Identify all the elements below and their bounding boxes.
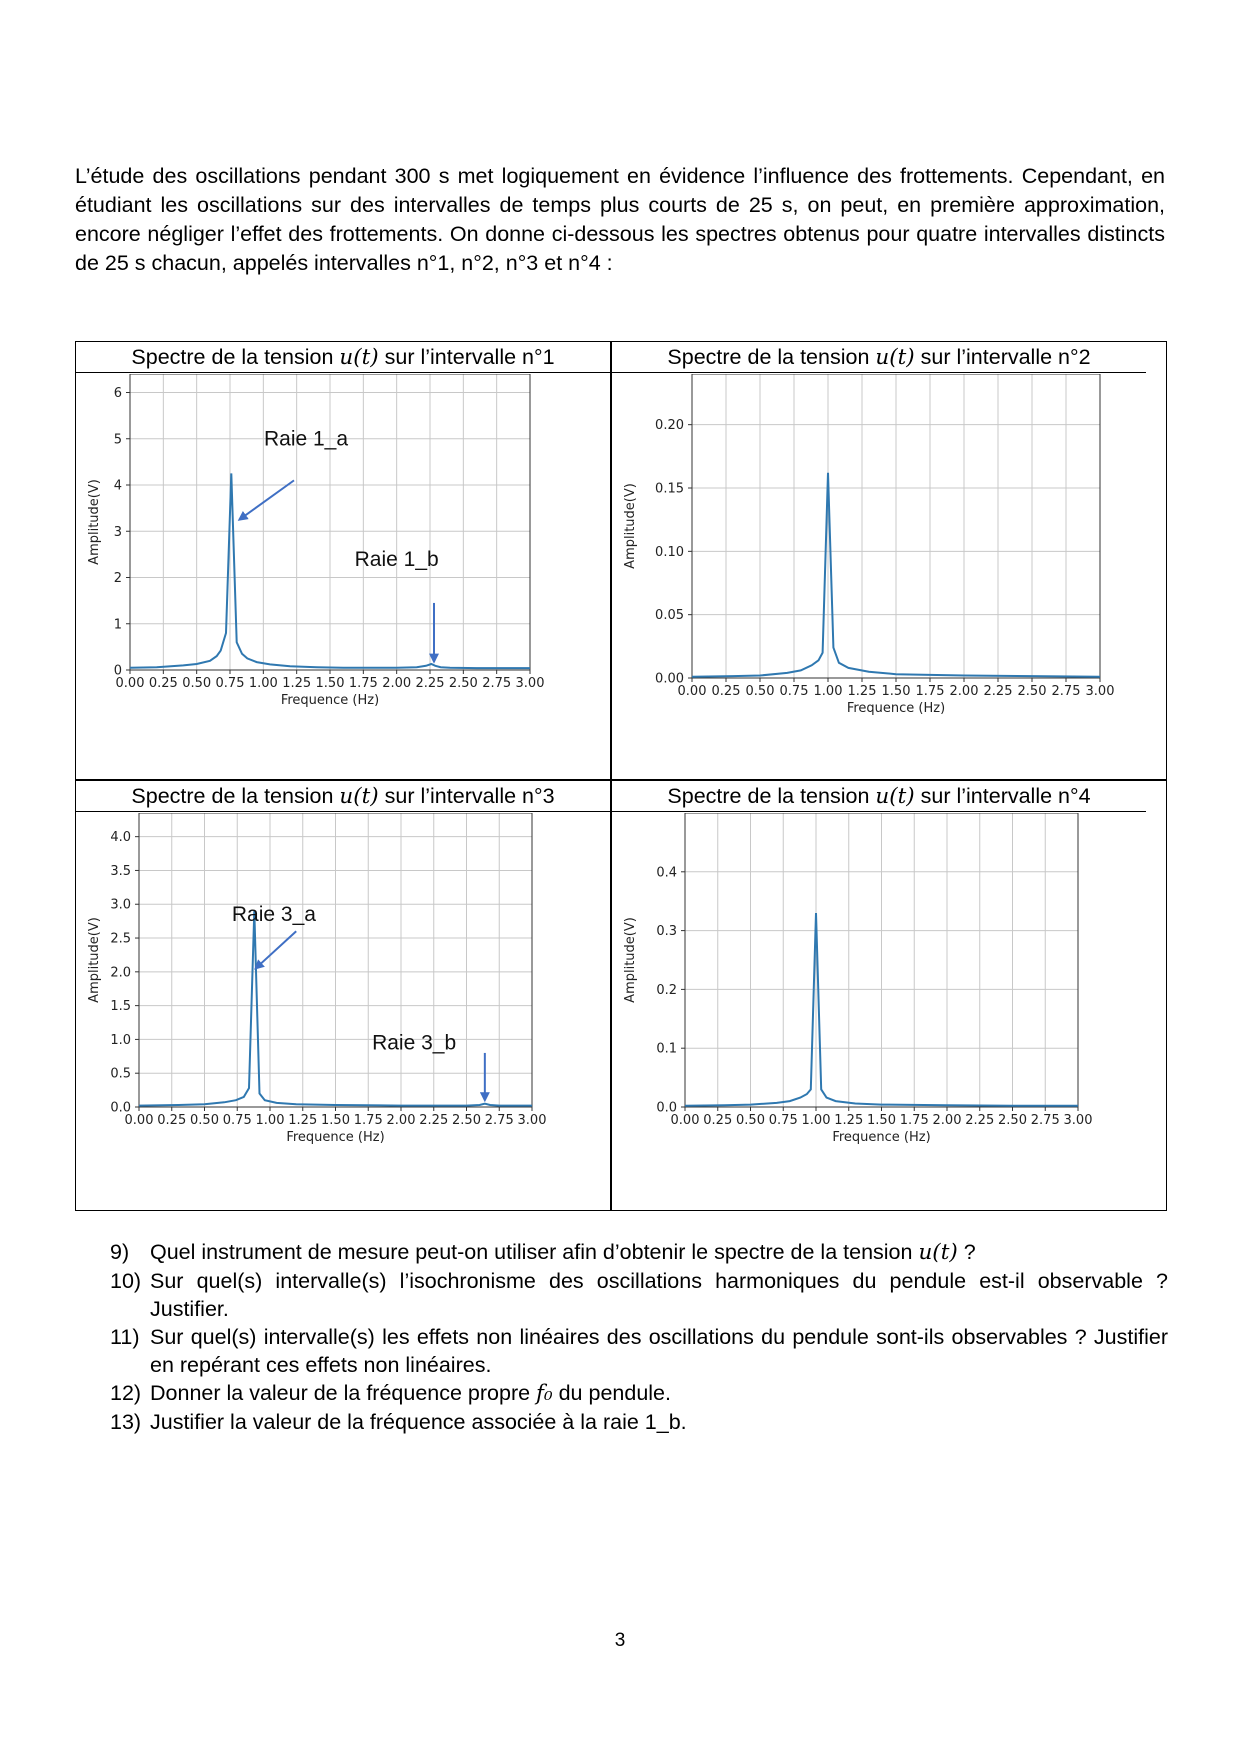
y-tick-label: 0.1: [656, 1041, 677, 1057]
y-tick-label: 1.0: [110, 1032, 131, 1048]
y-tick-label: 2.5: [110, 931, 131, 947]
x-tick-label: 0.25: [703, 1113, 733, 1128]
x-tick-label: 1.25: [847, 684, 877, 699]
x-tick-label: 2.75: [484, 1113, 514, 1128]
x-tick-label: 2.25: [419, 1113, 449, 1128]
y-axis-label: Amplitude(V): [87, 479, 102, 565]
page-number: 3: [614, 1630, 626, 1651]
x-tick-label: 3.00: [517, 1113, 547, 1128]
x-tick-label: 1.50: [881, 684, 911, 699]
question-item: 10) Sur quel(s) intervalle(s) l’isochronisme des oscillations harmoniques du pendule est-il observable ? Justifier.: [110, 1269, 1168, 1321]
x-tick-label: 2.75: [1051, 684, 1081, 699]
y-tick-label: 0.2: [656, 982, 677, 998]
x-tick-label: 1.00: [248, 676, 278, 691]
x-tick-label: 0.75: [768, 1113, 798, 1128]
spectrum-cell-3: [76, 781, 610, 1218]
x-axis-label: Frequence (Hz): [846, 701, 946, 716]
y-axis-label: Amplitude(V): [623, 483, 638, 569]
x-tick-label: 1.50: [867, 1113, 896, 1128]
spectrum-cell-2: [612, 342, 1146, 779]
x-tick-label: 0.75: [779, 684, 809, 699]
y-axis-label: Amplitude(V): [87, 917, 102, 1003]
x-tick-label: 0.50: [745, 684, 775, 699]
x-tick-label: 0.00: [670, 1113, 700, 1128]
y-tick-label: 0.0: [656, 1100, 677, 1116]
x-tick-label: 2.25: [983, 684, 1013, 699]
x-tick-label: 2.50: [448, 676, 478, 691]
spectrum-title-1: Spectre de la tension u(t) sur l’intervalle n°1: [131, 345, 555, 370]
x-tick-label: 0.25: [711, 684, 741, 699]
spectrum-cell-1: [76, 342, 610, 779]
spectra-table: [75, 341, 1167, 1211]
y-tick-label: 0.3: [656, 924, 677, 940]
x-tick-label: 2.00: [386, 1113, 416, 1128]
x-tick-label: 0.75: [222, 1113, 252, 1128]
x-tick-label: 1.75: [348, 676, 378, 691]
questions-list: [110, 1238, 1168, 1436]
y-tick-label: 0.4: [656, 865, 677, 881]
x-tick-label: 1.00: [813, 684, 843, 699]
y-tick-label: 3: [113, 524, 122, 540]
spectrum-chart-2: [612, 374, 1166, 776]
y-tick-label: 2.0: [110, 965, 131, 981]
x-tick-label: 1.75: [899, 1113, 929, 1128]
y-tick-label: 2: [113, 571, 122, 586]
y-tick-label: 0.5: [110, 1066, 131, 1082]
x-tick-label: 0.75: [215, 676, 245, 691]
y-tick-label: 1.5: [110, 999, 131, 1015]
x-tick-label: 1.00: [255, 1113, 285, 1128]
x-tick-label: 3.00: [1085, 684, 1115, 699]
y-tick-label: 3.0: [110, 897, 131, 913]
x-axis-label: Frequence (Hz): [286, 1130, 385, 1145]
annotation-arrow: [256, 931, 297, 968]
x-tick-label: 1.50: [321, 1113, 350, 1128]
x-tick-label: 2.00: [382, 676, 412, 691]
y-tick-label: 6: [113, 386, 122, 401]
y-tick-label: 3.5: [110, 863, 131, 879]
x-tick-label: 1.75: [915, 684, 945, 699]
y-tick-label: 5: [113, 432, 122, 448]
x-tick-label: 1.00: [801, 1113, 831, 1128]
y-tick-label: 0.00: [655, 671, 684, 687]
question-item: 13) Justifier la valeur de la fréquence associée à la raie 1_b.: [110, 1410, 687, 1434]
question-item: 11) Sur quel(s) intervalle(s) les effets non linéaires des oscillations du pendule sont-ils observables ? Justifier en repérant ces effets non linéaires.: [110, 1325, 1168, 1377]
x-tick-label: 2.50: [998, 1113, 1027, 1128]
y-tick-label: 0.15: [655, 481, 684, 497]
x-tick-label: 0.00: [124, 1113, 154, 1128]
annotation-label: Raie 1_b: [354, 547, 439, 571]
spectrum-chart-3: [76, 813, 610, 1211]
x-axis-label: Frequence (Hz): [832, 1130, 931, 1145]
x-tick-label: 0.00: [115, 676, 145, 691]
spectrum-title-2: Spectre de la tension u(t) sur l’intervalle n°2: [667, 345, 1091, 370]
x-tick-label: 0.50: [182, 676, 212, 691]
spectrum-chart-4: [612, 813, 1166, 1211]
annotation-arrow: [239, 480, 294, 519]
y-tick-label: 4.0: [110, 830, 131, 846]
x-tick-label: 3.00: [1063, 1113, 1093, 1128]
intro-paragraph: L’étude des oscillations pendant 300 s met logiquement en évidence l’influence des frottements. Cependant, en étudiant les oscillations sur des intervalles de temps plus courts de 25 s, on peut, en première approximation, encore négliger l’effet des frottements. On donne ci-dessous les spectres obtenus pour quatre intervalles distincts de 25 s chacun, appelés intervalles n°1, n°2, n°3 et n°4 :: [75, 164, 1165, 275]
spectrum-title-4: Spectre de la tension u(t) sur l’intervalle n°4: [667, 784, 1091, 809]
annotation-label: Raie 1_a: [263, 427, 349, 451]
x-tick-label: 0.50: [736, 1113, 765, 1128]
x-tick-label: 0.25: [157, 1113, 187, 1128]
spectrum-title-3: Spectre de la tension u(t) sur l’intervalle n°3: [131, 784, 555, 809]
x-tick-label: 0.00: [677, 684, 707, 699]
question-item: 9) Quel instrument de mesure peut-on utiliser afin d’obtenir le spectre de la tension u(t) ?: [110, 1240, 976, 1265]
x-tick-label: 1.25: [282, 676, 312, 691]
x-tick-label: 2.75: [482, 676, 512, 691]
x-tick-label: 1.25: [288, 1113, 318, 1128]
y-tick-label: 0: [113, 663, 122, 679]
x-tick-label: 1.75: [353, 1113, 383, 1128]
x-tick-label: 2.00: [932, 1113, 962, 1128]
x-tick-label: 0.25: [148, 676, 178, 691]
y-tick-label: 4: [113, 478, 122, 494]
annotation-label: Raie 3_a: [231, 903, 316, 927]
y-tick-label: 0.0: [110, 1100, 131, 1116]
x-tick-label: 2.50: [452, 1113, 481, 1128]
y-tick-label: 0.05: [655, 608, 684, 624]
spectrum-chart-1: [76, 374, 610, 776]
y-tick-label: 0.10: [655, 544, 684, 560]
x-axis-label: Frequence (Hz): [280, 693, 380, 708]
y-axis-label: Amplitude(V): [623, 917, 638, 1003]
y-tick-label: 1: [113, 617, 122, 633]
x-tick-label: 1.25: [834, 1113, 864, 1128]
x-tick-label: 2.50: [1017, 684, 1047, 699]
question-item: 12) Donner la valeur de la fréquence propre f₀ du pendule.: [110, 1381, 671, 1406]
x-tick-label: 2.00: [949, 684, 979, 699]
x-tick-label: 0.50: [190, 1113, 219, 1128]
x-tick-label: 2.25: [415, 676, 445, 691]
annotation-label: Raie 3_b: [372, 1031, 457, 1055]
x-tick-label: 3.00: [515, 676, 545, 691]
x-tick-label: 2.75: [1030, 1113, 1060, 1128]
x-tick-label: 1.50: [315, 676, 345, 691]
y-tick-label: 0.20: [655, 418, 684, 434]
spectrum-cell-4: [612, 781, 1146, 1218]
x-tick-label: 2.25: [965, 1113, 995, 1128]
